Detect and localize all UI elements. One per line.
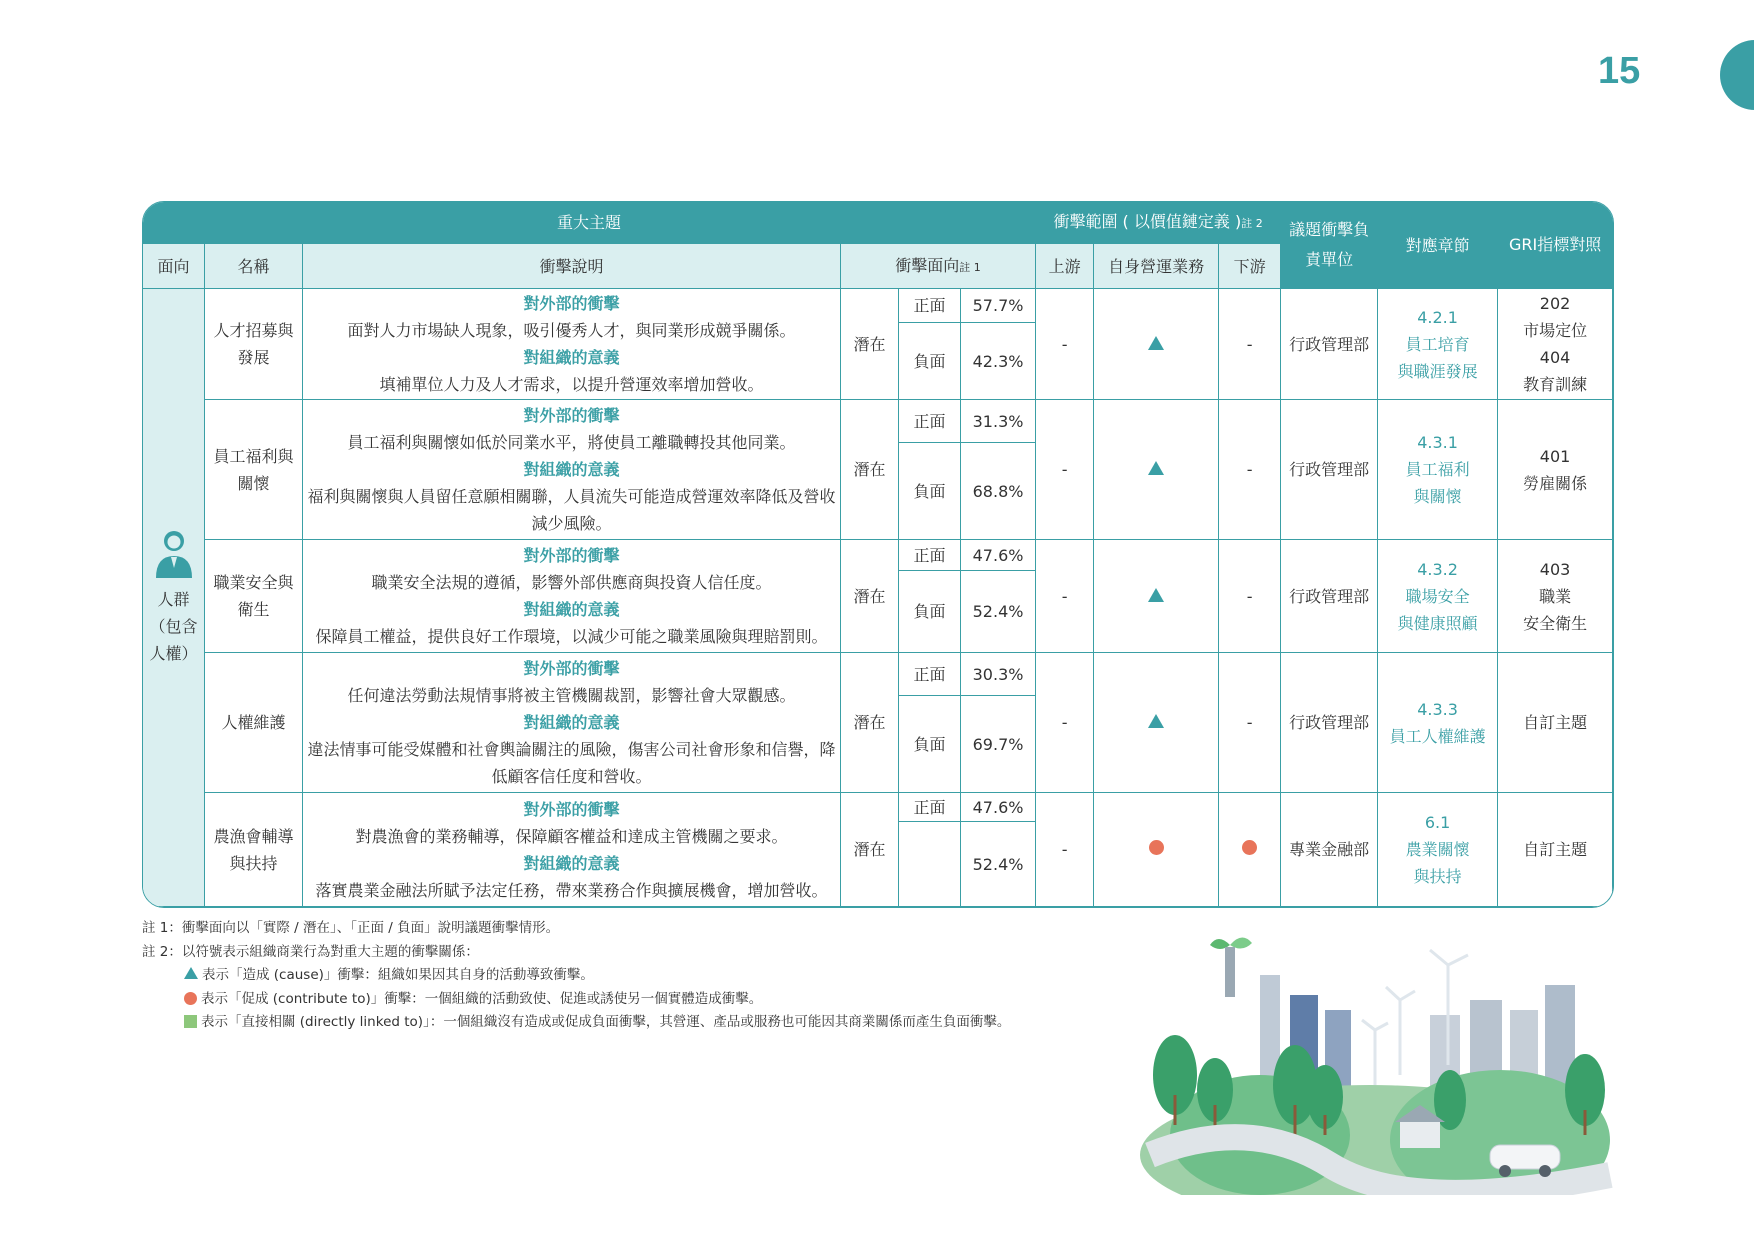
- negative-label: 負面: [899, 571, 961, 653]
- square-icon: [184, 1015, 197, 1028]
- impact-boundary-note: 註 2: [1241, 217, 1263, 230]
- downstream-cell: [1219, 793, 1281, 907]
- responsible-unit: 行政管理部: [1281, 653, 1378, 793]
- org-meaning-label: 對組織的意義: [523, 713, 620, 732]
- chapter-line: 4.3.2: [1417, 559, 1458, 579]
- table-row: [143, 400, 1613, 443]
- topic-name-line: 職業安全與: [213, 573, 294, 592]
- chapter-line: 農業關懷: [1405, 840, 1470, 859]
- header-impact-boundary: 衝擊範圍 ( 以價值鏈定義 )註 2: [1036, 202, 1281, 244]
- impact-status: 潛在: [841, 289, 899, 400]
- impact-description: [303, 793, 841, 907]
- downstream-cell: -: [1219, 400, 1281, 540]
- topic-name: [205, 289, 303, 400]
- impact-status: 潛在: [841, 540, 899, 653]
- negative-label: 負面: [899, 323, 961, 400]
- positive-label: 正面: [899, 289, 961, 323]
- gri-line: 自訂主題: [1523, 713, 1588, 732]
- chapter-line: 員工福利: [1405, 460, 1470, 479]
- aspect-label-line: 人權）: [149, 644, 198, 663]
- topic-name: [205, 653, 303, 793]
- topic-name-line: 關懷: [237, 473, 270, 493]
- positive-label: 正面: [899, 653, 961, 696]
- page-number: 15: [1598, 50, 1641, 92]
- chapter-line: 與職涯發展: [1397, 361, 1478, 381]
- upstream-cell: -: [1036, 540, 1094, 653]
- triangle-icon: [184, 967, 198, 979]
- header-impact-direction: 衝擊面向註 1: [841, 244, 1036, 289]
- note-1: 註 1：衝擊面向以「實際 / 潛在」、「正面 / 負面」說明議題衝擊情形。: [142, 920, 560, 936]
- city-illustration: [1130, 925, 1620, 1195]
- chapter-reference: [1378, 653, 1498, 793]
- gri-reference: [1498, 793, 1613, 907]
- negative-label: 負面: [899, 443, 961, 540]
- chapter-reference: [1378, 793, 1498, 907]
- positive-percent: 47.6%: [961, 793, 1036, 822]
- gri-line: 202: [1539, 294, 1571, 313]
- external-impact-label: 對外部的衝擊: [523, 546, 620, 565]
- chapter-reference: [1378, 540, 1498, 653]
- upstream-cell: -: [1036, 400, 1094, 540]
- triangle-icon: [1148, 461, 1164, 475]
- positive-percent: 47.6%: [961, 540, 1036, 571]
- upstream-cell: -: [1036, 653, 1094, 793]
- table-row: [143, 653, 1613, 696]
- table-row: [143, 793, 1613, 822]
- header-major-topic: 重大主題: [143, 202, 1036, 244]
- chapter-line: 與關懷: [1413, 487, 1462, 506]
- impact-description: [303, 653, 841, 793]
- external-impact-text: 面對人力市場缺人現象，吸引優秀人才，與同業形成競爭關係。: [347, 321, 796, 340]
- gri-reference: [1498, 400, 1613, 540]
- topic-name-line: 農漁會輔導: [213, 826, 294, 846]
- person-icon: [154, 528, 194, 578]
- chapter-line: 員工人權維護: [1389, 726, 1486, 746]
- responsible-unit: 行政管理部: [1281, 400, 1378, 540]
- own-ops-cell: [1094, 400, 1219, 540]
- chapter-line: 員工培育: [1405, 334, 1470, 354]
- responsible-unit: 行政管理部: [1281, 289, 1378, 400]
- triangle-icon: [1148, 336, 1164, 350]
- topic-name: [205, 793, 303, 907]
- header-responsible-unit: 議題衝擊負責單位: [1281, 202, 1378, 289]
- gri-reference: [1498, 289, 1613, 400]
- org-meaning-text: 違法情事可能受媒體和社會輿論關注的風險，傷害公司社會形象和信譽，降低顧客信任度和營收。: [307, 740, 836, 786]
- negative-label: [899, 822, 961, 907]
- chapter-line: 與健康照顧: [1397, 613, 1478, 633]
- legend-cause: 表示「造成 (cause)」衝擊：組織如果因其自身的活動導致衝擊。: [142, 964, 1010, 988]
- negative-percent: 42.3%: [961, 323, 1036, 400]
- aspect-label-line: 人群: [157, 590, 190, 609]
- org-meaning-label: 對組織的意義: [523, 853, 620, 873]
- gri-line: 勞雇關係: [1523, 473, 1588, 493]
- negative-percent: 68.8%: [961, 443, 1036, 540]
- aspect-cell: [143, 289, 205, 907]
- chapter-line: 4.3.3: [1417, 699, 1458, 719]
- own-ops-cell: [1094, 289, 1219, 400]
- external-impact-label: 對外部的衝擊: [523, 659, 620, 678]
- header-chapter: 對應章節: [1378, 202, 1498, 289]
- downstream-cell: -: [1219, 540, 1281, 653]
- org-meaning-text: 福利與關懷與人員留任意願相關聯，人員流失可能造成營運效率降低及營收減少風險。: [307, 487, 836, 533]
- own-ops-cell: [1094, 653, 1219, 793]
- negative-percent: 52.4%: [961, 822, 1036, 907]
- external-impact-text: 職業安全法規的遵循，影響外部供應商與投資人信任度。: [371, 573, 772, 592]
- positive-percent: 31.3%: [961, 400, 1036, 443]
- upstream-cell: -: [1036, 793, 1094, 907]
- external-impact-text: 任何違法勞動法規情事將被主管機關裁罰，影響社會大眾觀感。: [347, 686, 796, 705]
- topic-name: [205, 540, 303, 653]
- responsible-unit: 專業金融部: [1281, 793, 1378, 907]
- aspect-label-line: （包含: [149, 617, 198, 636]
- upstream-cell: -: [1036, 289, 1094, 400]
- header-aspect: 面向: [143, 244, 205, 289]
- impact-direction-note: 註 1: [959, 260, 981, 274]
- header-impact-desc: 衝擊說明: [303, 244, 841, 289]
- org-meaning-label: 對組織的意義: [523, 600, 620, 619]
- gri-line: 自訂主題: [1523, 840, 1588, 859]
- page-tab: [1720, 40, 1754, 110]
- positive-percent: 57.7%: [961, 289, 1036, 323]
- chapter-line: 與扶持: [1413, 867, 1462, 886]
- header-gri: GRI指標對照: [1498, 202, 1613, 289]
- header-upstream: 上游: [1036, 244, 1094, 289]
- header-name: 名稱: [205, 244, 303, 289]
- negative-label: 負面: [899, 696, 961, 793]
- gri-reference: [1498, 540, 1613, 653]
- chapter-line: 職場安全: [1405, 586, 1470, 606]
- header-downstream: 下游: [1219, 244, 1281, 289]
- positive-percent: 30.3%: [961, 653, 1036, 696]
- topic-name-line: 發展: [237, 348, 270, 367]
- gri-line: 安全衛生: [1523, 613, 1588, 633]
- triangle-icon: [1148, 714, 1164, 728]
- legend-linked: 表示「直接相關 (directly linked to)」：一個組織沒有造成或促成負面衝擊，其營運、產品或服務也可能因其商業關係而產生負面衝擊。: [142, 1011, 1010, 1035]
- external-impact-label: 對外部的衝擊: [523, 406, 620, 425]
- chapter-line: 4.2.1: [1417, 307, 1458, 327]
- positive-label: 正面: [899, 793, 961, 822]
- negative-percent: 69.7%: [961, 696, 1036, 793]
- gri-line: 404: [1539, 348, 1571, 367]
- triangle-icon: [1148, 588, 1164, 602]
- impact-status: 潛在: [841, 400, 899, 540]
- table-row: [143, 540, 1613, 571]
- chapter-reference: [1378, 400, 1498, 540]
- external-impact-text: 對農漁會的業務輔導，保障顧客權益和達成主管機關之要求。: [355, 826, 788, 846]
- impact-status: 潛在: [841, 793, 899, 907]
- own-ops-cell: [1094, 540, 1219, 653]
- topic-name-line: 衛生: [237, 600, 270, 619]
- impact-description: [303, 400, 841, 540]
- topic-name-line: 人權維護: [221, 713, 286, 732]
- gri-line: 401: [1539, 446, 1571, 466]
- downstream-cell: -: [1219, 653, 1281, 793]
- topic-name-line: 與扶持: [229, 853, 278, 873]
- materiality-table: [142, 201, 1614, 908]
- external-impact-label: 對外部的衝擊: [523, 294, 620, 313]
- gri-reference: [1498, 653, 1613, 793]
- note-2: 註 2：以符號表示組織商業行為對重大主題的衝擊關係：: [142, 943, 479, 960]
- gri-line: 403: [1539, 559, 1571, 579]
- external-impact-text: 員工福利與關懷如低於同業水平，將使員工離職轉投其他同業。: [347, 433, 796, 452]
- org-meaning-text: 保障員工權益，提供良好工作環境，以減少可能之職業風險與理賠罰則。: [315, 627, 828, 646]
- downstream-cell: -: [1219, 289, 1281, 400]
- external-impact-label: 對外部的衝擊: [523, 799, 620, 819]
- gri-line: 市場定位: [1523, 321, 1588, 340]
- gri-line: 職業: [1539, 586, 1572, 606]
- positive-label: 正面: [899, 400, 961, 443]
- circle-icon: [1149, 840, 1164, 855]
- chapter-line: 6.1: [1424, 813, 1451, 832]
- chapter-line: 4.3.1: [1417, 433, 1458, 452]
- table-row: [143, 289, 1613, 323]
- own-ops-cell: [1094, 793, 1219, 907]
- impact-description: [303, 540, 841, 653]
- header-own-ops: 自身營運業務: [1094, 244, 1219, 289]
- topic-name-line: 員工福利與: [213, 446, 294, 466]
- topic-name-line: 人才招募與: [213, 321, 294, 340]
- org-meaning-text: 落實農業金融法所賦予法定任務，帶來業務合作與擴展機會，增加營收。: [315, 880, 828, 900]
- circle-icon: [1242, 840, 1257, 855]
- org-meaning-label: 對組織的意義: [523, 348, 620, 367]
- chapter-reference: [1378, 289, 1498, 400]
- topic-name: [205, 400, 303, 540]
- org-meaning-text: 填補單位人力及人才需求，以提升營運效率增加營收。: [379, 375, 764, 394]
- footnotes: [142, 917, 1010, 1035]
- positive-label: 正面: [899, 540, 961, 571]
- gri-line: 教育訓練: [1523, 375, 1588, 394]
- responsible-unit: 行政管理部: [1281, 540, 1378, 653]
- impact-status: 潛在: [841, 653, 899, 793]
- negative-percent: 52.4%: [961, 571, 1036, 653]
- circle-icon: [184, 992, 197, 1005]
- impact-description: [303, 289, 841, 400]
- org-meaning-label: 對組織的意義: [523, 460, 620, 479]
- legend-contribute: 表示「促成 (contribute to)」衝擊：一個組織的活動致使、促進或誘使另一個實體造成衝擊。: [142, 988, 1010, 1012]
